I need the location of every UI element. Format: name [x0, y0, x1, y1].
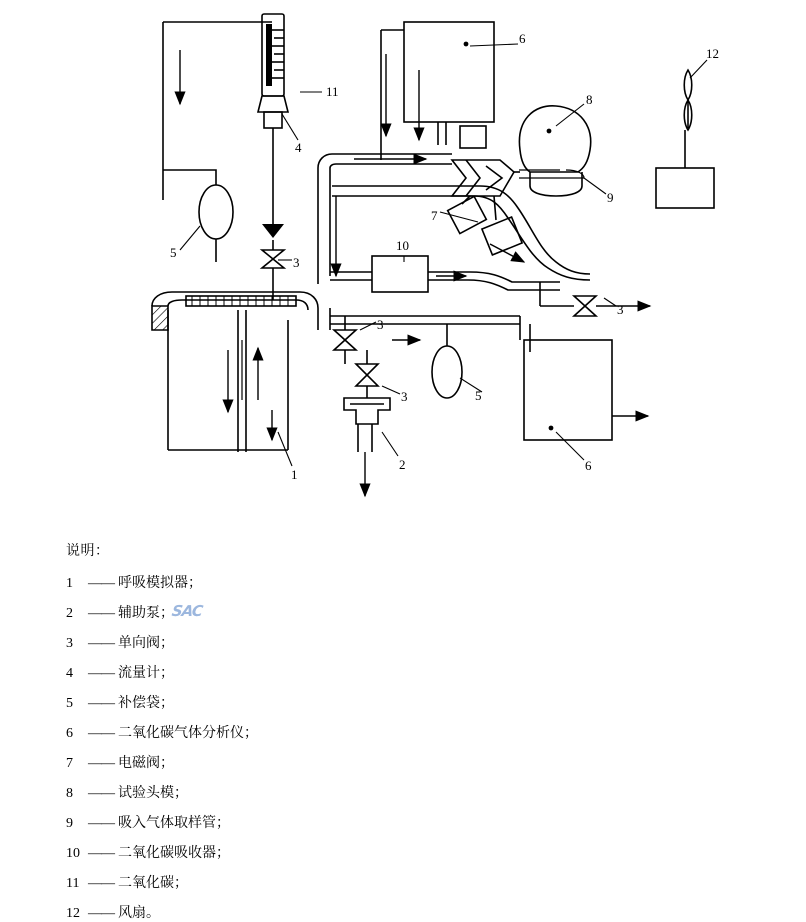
- callout-3d: 3: [617, 302, 624, 317]
- legend-item-label: 风扇。: [118, 906, 160, 921]
- legend-item-label: 呼吸模拟器；: [118, 576, 202, 591]
- legend-item-number: 1: [66, 576, 73, 591]
- legend-item-number: 5: [66, 696, 73, 711]
- callout-7: 7: [431, 208, 438, 223]
- legend-item-number: 4: [66, 666, 73, 681]
- sac-watermark: SAC: [170, 602, 204, 620]
- callout-10: 10: [396, 238, 409, 253]
- legend-item-number: 7: [66, 756, 73, 771]
- callout-6a: 6: [519, 31, 526, 46]
- legend-item-label: 单向阀；: [118, 636, 174, 651]
- callout-2: 2: [399, 457, 406, 472]
- callout-11: 11: [326, 84, 339, 99]
- legend-item-dash: ——: [88, 636, 114, 651]
- callout-3b: 3: [377, 317, 384, 332]
- legend-item-label: 二氧化碳吸收器；: [118, 846, 230, 861]
- legend-item-11: [66, 872, 188, 892]
- callout-8: 8: [586, 92, 593, 107]
- legend-item-label: 二氧化碳气体分析仪；: [118, 726, 258, 741]
- legend-item-number: 2: [66, 606, 73, 621]
- callout-5a: 5: [170, 245, 177, 260]
- callout-12: 12: [706, 46, 719, 61]
- legend-item-dash: ——: [88, 666, 114, 681]
- legend-item-4: [66, 662, 174, 682]
- legend-item-dash: ——: [88, 816, 114, 831]
- legend-item-dash: ——: [88, 606, 114, 621]
- callout-9: 9: [607, 190, 614, 205]
- legend-title: 说明：: [66, 544, 110, 559]
- callout-1: 1: [291, 467, 298, 482]
- legend-item-label: 补偿袋；: [118, 696, 174, 711]
- legend-item-dash: ——: [88, 756, 114, 771]
- legend-item-label: 二氧化碳；: [118, 876, 188, 891]
- legend-item-dash: ——: [88, 876, 114, 891]
- legend-item-dash: ——: [88, 906, 114, 921]
- legend-item-3: [66, 632, 174, 652]
- legend-item-8: [66, 782, 188, 802]
- legend-item-dash: ——: [88, 696, 114, 711]
- legend-item-10: [66, 842, 230, 862]
- legend-item-1: [66, 572, 202, 592]
- legend-item-5: [66, 692, 174, 712]
- legend-item-number: 12: [66, 906, 80, 921]
- legend-item-dash: ——: [88, 846, 114, 861]
- legend: [0, 520, 806, 921]
- legend-item-dash: ——: [88, 576, 114, 591]
- legend-item-number: 8: [66, 786, 73, 801]
- legend-item-number: 10: [66, 846, 80, 861]
- legend-item-label: 电磁阀；: [118, 756, 174, 771]
- legend-item-dash: ——: [88, 726, 114, 741]
- callout-5b: 5: [475, 388, 482, 403]
- legend-item-number: 6: [66, 726, 73, 741]
- callout-4: 4: [295, 140, 302, 155]
- legend-item-number: 9: [66, 816, 73, 831]
- legend-item-7: [66, 752, 174, 772]
- legend-item-label: 吸入气体取样管；: [118, 816, 230, 831]
- callout-6b: 6: [585, 458, 592, 473]
- legend-item-number: 3: [66, 636, 73, 651]
- legend-item-label: 辅助泵；: [118, 606, 174, 621]
- legend-item-9: [66, 812, 230, 832]
- legend-item-label: 试验头模；: [118, 786, 188, 801]
- callout-3c: 3: [401, 389, 408, 404]
- legend-item-dash: ——: [88, 786, 114, 801]
- callout-3a: 3: [293, 255, 300, 270]
- legend-item-number: 11: [66, 876, 80, 891]
- legend-item-12: [66, 902, 160, 922]
- legend-item-2: [66, 602, 174, 622]
- legend-item-6: [66, 722, 258, 742]
- legend-item-label: 流量计；: [118, 666, 174, 681]
